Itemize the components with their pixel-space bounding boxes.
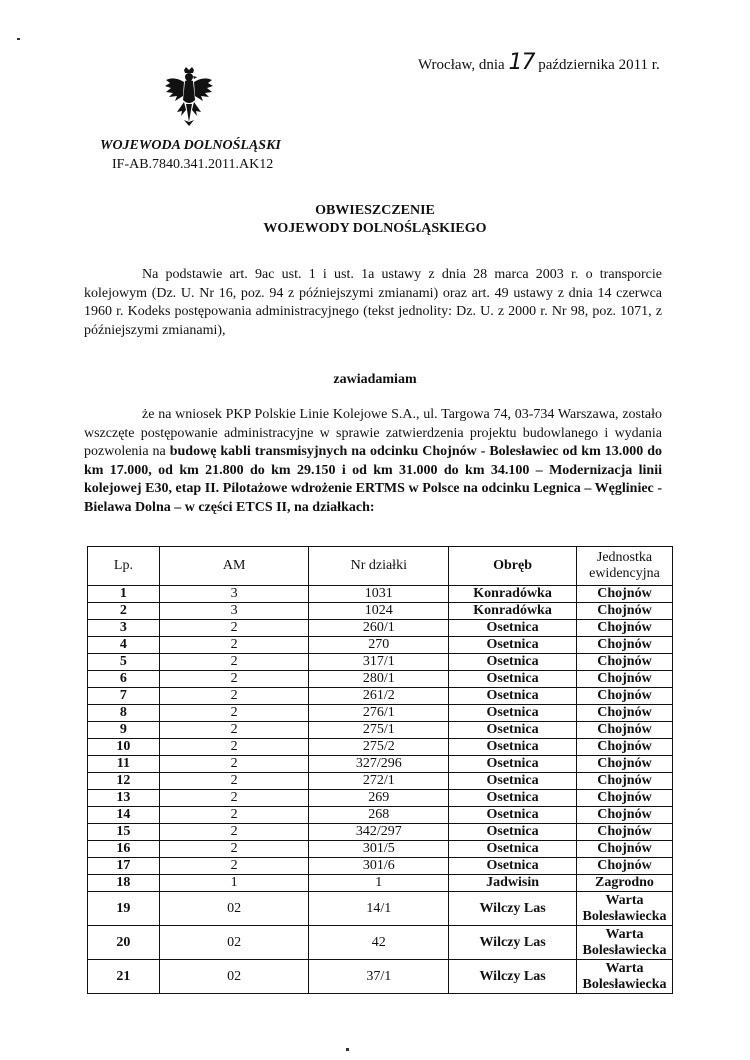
cell-precinct: Osetnica <box>449 824 577 841</box>
cell-lp: 7 <box>88 688 160 705</box>
issuing-authority: WOJEWODA DOLNOŚLĄSKI <box>100 138 281 153</box>
table-row <box>88 926 673 960</box>
cell-am: 2 <box>159 739 309 756</box>
cell-registry-unit: Chojnów <box>576 858 672 875</box>
header-precinct: Obręb <box>449 547 577 586</box>
cell-am: 2 <box>159 824 309 841</box>
cell-registry-unit: Chojnów <box>576 654 672 671</box>
table-row <box>88 824 673 841</box>
cell-plot-number: 301/5 <box>309 841 449 858</box>
cell-am: 2 <box>159 705 309 722</box>
cell-am: 2 <box>159 807 309 824</box>
cell-am: 2 <box>159 620 309 637</box>
table-row <box>88 875 673 892</box>
cell-am: 2 <box>159 841 309 858</box>
cell-lp: 1 <box>88 586 160 603</box>
table-row <box>88 756 673 773</box>
cell-plot-number: 1031 <box>309 586 449 603</box>
table-row <box>88 790 673 807</box>
cell-plot-number: 270 <box>309 637 449 654</box>
scan-speck <box>346 1048 349 1051</box>
cell-plot-number: 275/1 <box>309 722 449 739</box>
cell-plot-number: 301/6 <box>309 858 449 875</box>
cell-lp: 9 <box>88 722 160 739</box>
cell-registry-unit: Chojnów <box>576 586 672 603</box>
table-row <box>88 586 673 603</box>
cell-registry-unit: Chojnów <box>576 841 672 858</box>
cell-precinct: Osetnica <box>449 739 577 756</box>
cell-registry-unit: Chojnów <box>576 790 672 807</box>
cell-lp: 17 <box>88 858 160 875</box>
cell-am: 02 <box>159 960 309 994</box>
cell-registry-unit: Chojnów <box>576 671 672 688</box>
cell-plot-number: 269 <box>309 790 449 807</box>
cell-precinct: Konradówka <box>449 603 577 620</box>
cell-registry-unit: Chojnów <box>576 637 672 654</box>
cell-am: 3 <box>159 603 309 620</box>
scan-speck <box>17 38 20 40</box>
table-row <box>88 960 673 994</box>
cell-plot-number: 317/1 <box>309 654 449 671</box>
header-plot-number: Nr działki <box>309 547 449 586</box>
cell-precinct: Konradówka <box>449 586 577 603</box>
cell-precinct: Osetnica <box>449 705 577 722</box>
cell-precinct: Osetnica <box>449 858 577 875</box>
cell-am: 2 <box>159 654 309 671</box>
cell-registry-unit: Chojnów <box>576 773 672 790</box>
cell-lp: 15 <box>88 824 160 841</box>
cell-precinct: Osetnica <box>449 807 577 824</box>
cell-registry-unit: Warta Bolesławiecka <box>576 926 672 960</box>
cell-am: 2 <box>159 756 309 773</box>
cell-lp: 16 <box>88 841 160 858</box>
date-prefix: Wrocław, dnia <box>418 57 505 73</box>
cell-lp: 5 <box>88 654 160 671</box>
cell-am: 2 <box>159 790 309 807</box>
cell-lp: 14 <box>88 807 160 824</box>
date-suffix: października 2011 r. <box>538 57 660 73</box>
cell-registry-unit: Chojnów <box>576 756 672 773</box>
plots-table-body <box>88 586 673 994</box>
cell-am: 02 <box>159 926 309 960</box>
case-reference: IF-AB.7840.341.2011.AK12 <box>112 157 274 172</box>
cell-lp: 4 <box>88 637 160 654</box>
table-row <box>88 671 673 688</box>
cell-precinct: Osetnica <box>449 637 577 654</box>
plots-table <box>87 546 673 994</box>
cell-plot-number: 14/1 <box>309 892 449 926</box>
table-header-row <box>88 547 673 586</box>
cell-lp: 11 <box>88 756 160 773</box>
cell-precinct: Wilczy Las <box>449 960 577 994</box>
cell-am: 2 <box>159 858 309 875</box>
legal-basis-paragraph <box>84 266 662 340</box>
table-row <box>88 739 673 756</box>
table-row <box>88 807 673 824</box>
document-date <box>418 50 660 75</box>
cell-registry-unit: Warta Bolesławiecka <box>576 960 672 994</box>
cell-plot-number: 37/1 <box>309 960 449 994</box>
cell-registry-unit: Chojnów <box>576 739 672 756</box>
cell-registry-unit: Chojnów <box>576 603 672 620</box>
header-am: AM <box>159 547 309 586</box>
cell-lp: 10 <box>88 739 160 756</box>
cell-lp: 12 <box>88 773 160 790</box>
cell-lp: 2 <box>88 603 160 620</box>
cell-plot-number: 275/2 <box>309 739 449 756</box>
cell-precinct: Osetnica <box>449 654 577 671</box>
table-row <box>88 620 673 637</box>
cell-plot-number: 280/1 <box>309 671 449 688</box>
cell-registry-unit: Chojnów <box>576 705 672 722</box>
cell-am: 1 <box>159 875 309 892</box>
header-registry-unit: Jednostka ewidencyjna <box>576 547 672 586</box>
cell-precinct: Osetnica <box>449 756 577 773</box>
cell-precinct: Osetnica <box>449 773 577 790</box>
cell-registry-unit: Chojnów <box>576 824 672 841</box>
cell-lp: 20 <box>88 926 160 960</box>
polish-eagle-emblem-icon <box>164 66 214 128</box>
cell-plot-number: 1024 <box>309 603 449 620</box>
table-row <box>88 705 673 722</box>
cell-plot-number: 327/296 <box>309 756 449 773</box>
cell-am: 2 <box>159 671 309 688</box>
cell-am: 2 <box>159 637 309 654</box>
cell-plot-number: 342/297 <box>309 824 449 841</box>
table-row <box>88 603 673 620</box>
notice-text-bold: budowę kabli transmisyjnych na odcinku Chojnów - Bolesławiec od km 13.000 do km 17.000, od km 21.800 do km 29.150 i od km 31.000 do km 34.100 – Modernizacja linii kolejowej E30, etap II. Pilotażowe wdrożenie ERTMS w Polsce na odcinku Legnica – Węgliniec - Bielawa Dolna – w części ETCS II, na działkach: <box>84 444 662 515</box>
cell-plot-number: 260/1 <box>309 620 449 637</box>
table-row <box>88 841 673 858</box>
cell-lp: 18 <box>88 875 160 892</box>
date-day-handwritten: 17 <box>508 50 535 75</box>
cell-am: 2 <box>159 773 309 790</box>
table-row <box>88 858 673 875</box>
cell-plot-number: 268 <box>309 807 449 824</box>
legal-basis-text: Na podstawie art. 9ac ust. 1 i ust. 1a ustawy z dnia 28 marca 2003 r. o transporcie kolejowym (Dz. U. Nr 16, poz. 94 z późniejszymi zmianami) oraz art. 49 ustawy z dnia 14 czerwca 1960 r. Kodeks postępowania administracyjnego (tekst jednolity: Dz. U. z 2000 r. Nr 98, poz. 1071, z późniejszymi zmianami), <box>84 267 662 338</box>
cell-precinct: Osetnica <box>449 790 577 807</box>
cell-registry-unit: Zagrodno <box>576 875 672 892</box>
table-row <box>88 654 673 671</box>
table-row <box>88 892 673 926</box>
cell-lp: 13 <box>88 790 160 807</box>
cell-lp: 19 <box>88 892 160 926</box>
header-lp: Lp. <box>88 547 160 586</box>
cell-plot-number: 272/1 <box>309 773 449 790</box>
cell-am: 3 <box>159 586 309 603</box>
table-row <box>88 688 673 705</box>
table-row <box>88 637 673 654</box>
cell-lp: 3 <box>88 620 160 637</box>
cell-precinct: Osetnica <box>449 688 577 705</box>
cell-am: 2 <box>159 688 309 705</box>
cell-plot-number: 276/1 <box>309 705 449 722</box>
cell-am: 02 <box>159 892 309 926</box>
notice-paragraph <box>84 406 662 518</box>
notice-verb: zawiadamiam <box>333 372 417 387</box>
cell-registry-unit: Chojnów <box>576 688 672 705</box>
notice-text: że na wniosek PKP Polskie Linie Kolejowe S.A., ul. Targowa 74, 03-734 Warszawa, zostało wszczęte postępowanie administracyjne w sprawie zatwierdzenia projektu budowlanego i wydania pozwolenia na <box>84 407 662 460</box>
cell-precinct: Osetnica <box>449 620 577 637</box>
cell-registry-unit: Chojnów <box>576 722 672 739</box>
cell-registry-unit: Warta Bolesławiecka <box>576 892 672 926</box>
cell-lp: 8 <box>88 705 160 722</box>
cell-registry-unit: Chojnów <box>576 807 672 824</box>
document-subtitle: WOJEWODY DOLNOŚLĄSKIEGO <box>263 221 487 236</box>
cell-lp: 6 <box>88 671 160 688</box>
cell-lp: 21 <box>88 960 160 994</box>
cell-plot-number: 42 <box>309 926 449 960</box>
cell-precinct: Osetnica <box>449 722 577 739</box>
document-title: OBWIESZCZENIE <box>315 203 435 218</box>
cell-am: 2 <box>159 722 309 739</box>
cell-plot-number: 261/2 <box>309 688 449 705</box>
cell-precinct: Jadwisin <box>449 875 577 892</box>
cell-registry-unit: Chojnów <box>576 620 672 637</box>
table-row <box>88 773 673 790</box>
cell-plot-number: 1 <box>309 875 449 892</box>
table-row <box>88 722 673 739</box>
cell-precinct: Wilczy Las <box>449 926 577 960</box>
cell-precinct: Osetnica <box>449 841 577 858</box>
cell-precinct: Wilczy Las <box>449 892 577 926</box>
cell-precinct: Osetnica <box>449 671 577 688</box>
